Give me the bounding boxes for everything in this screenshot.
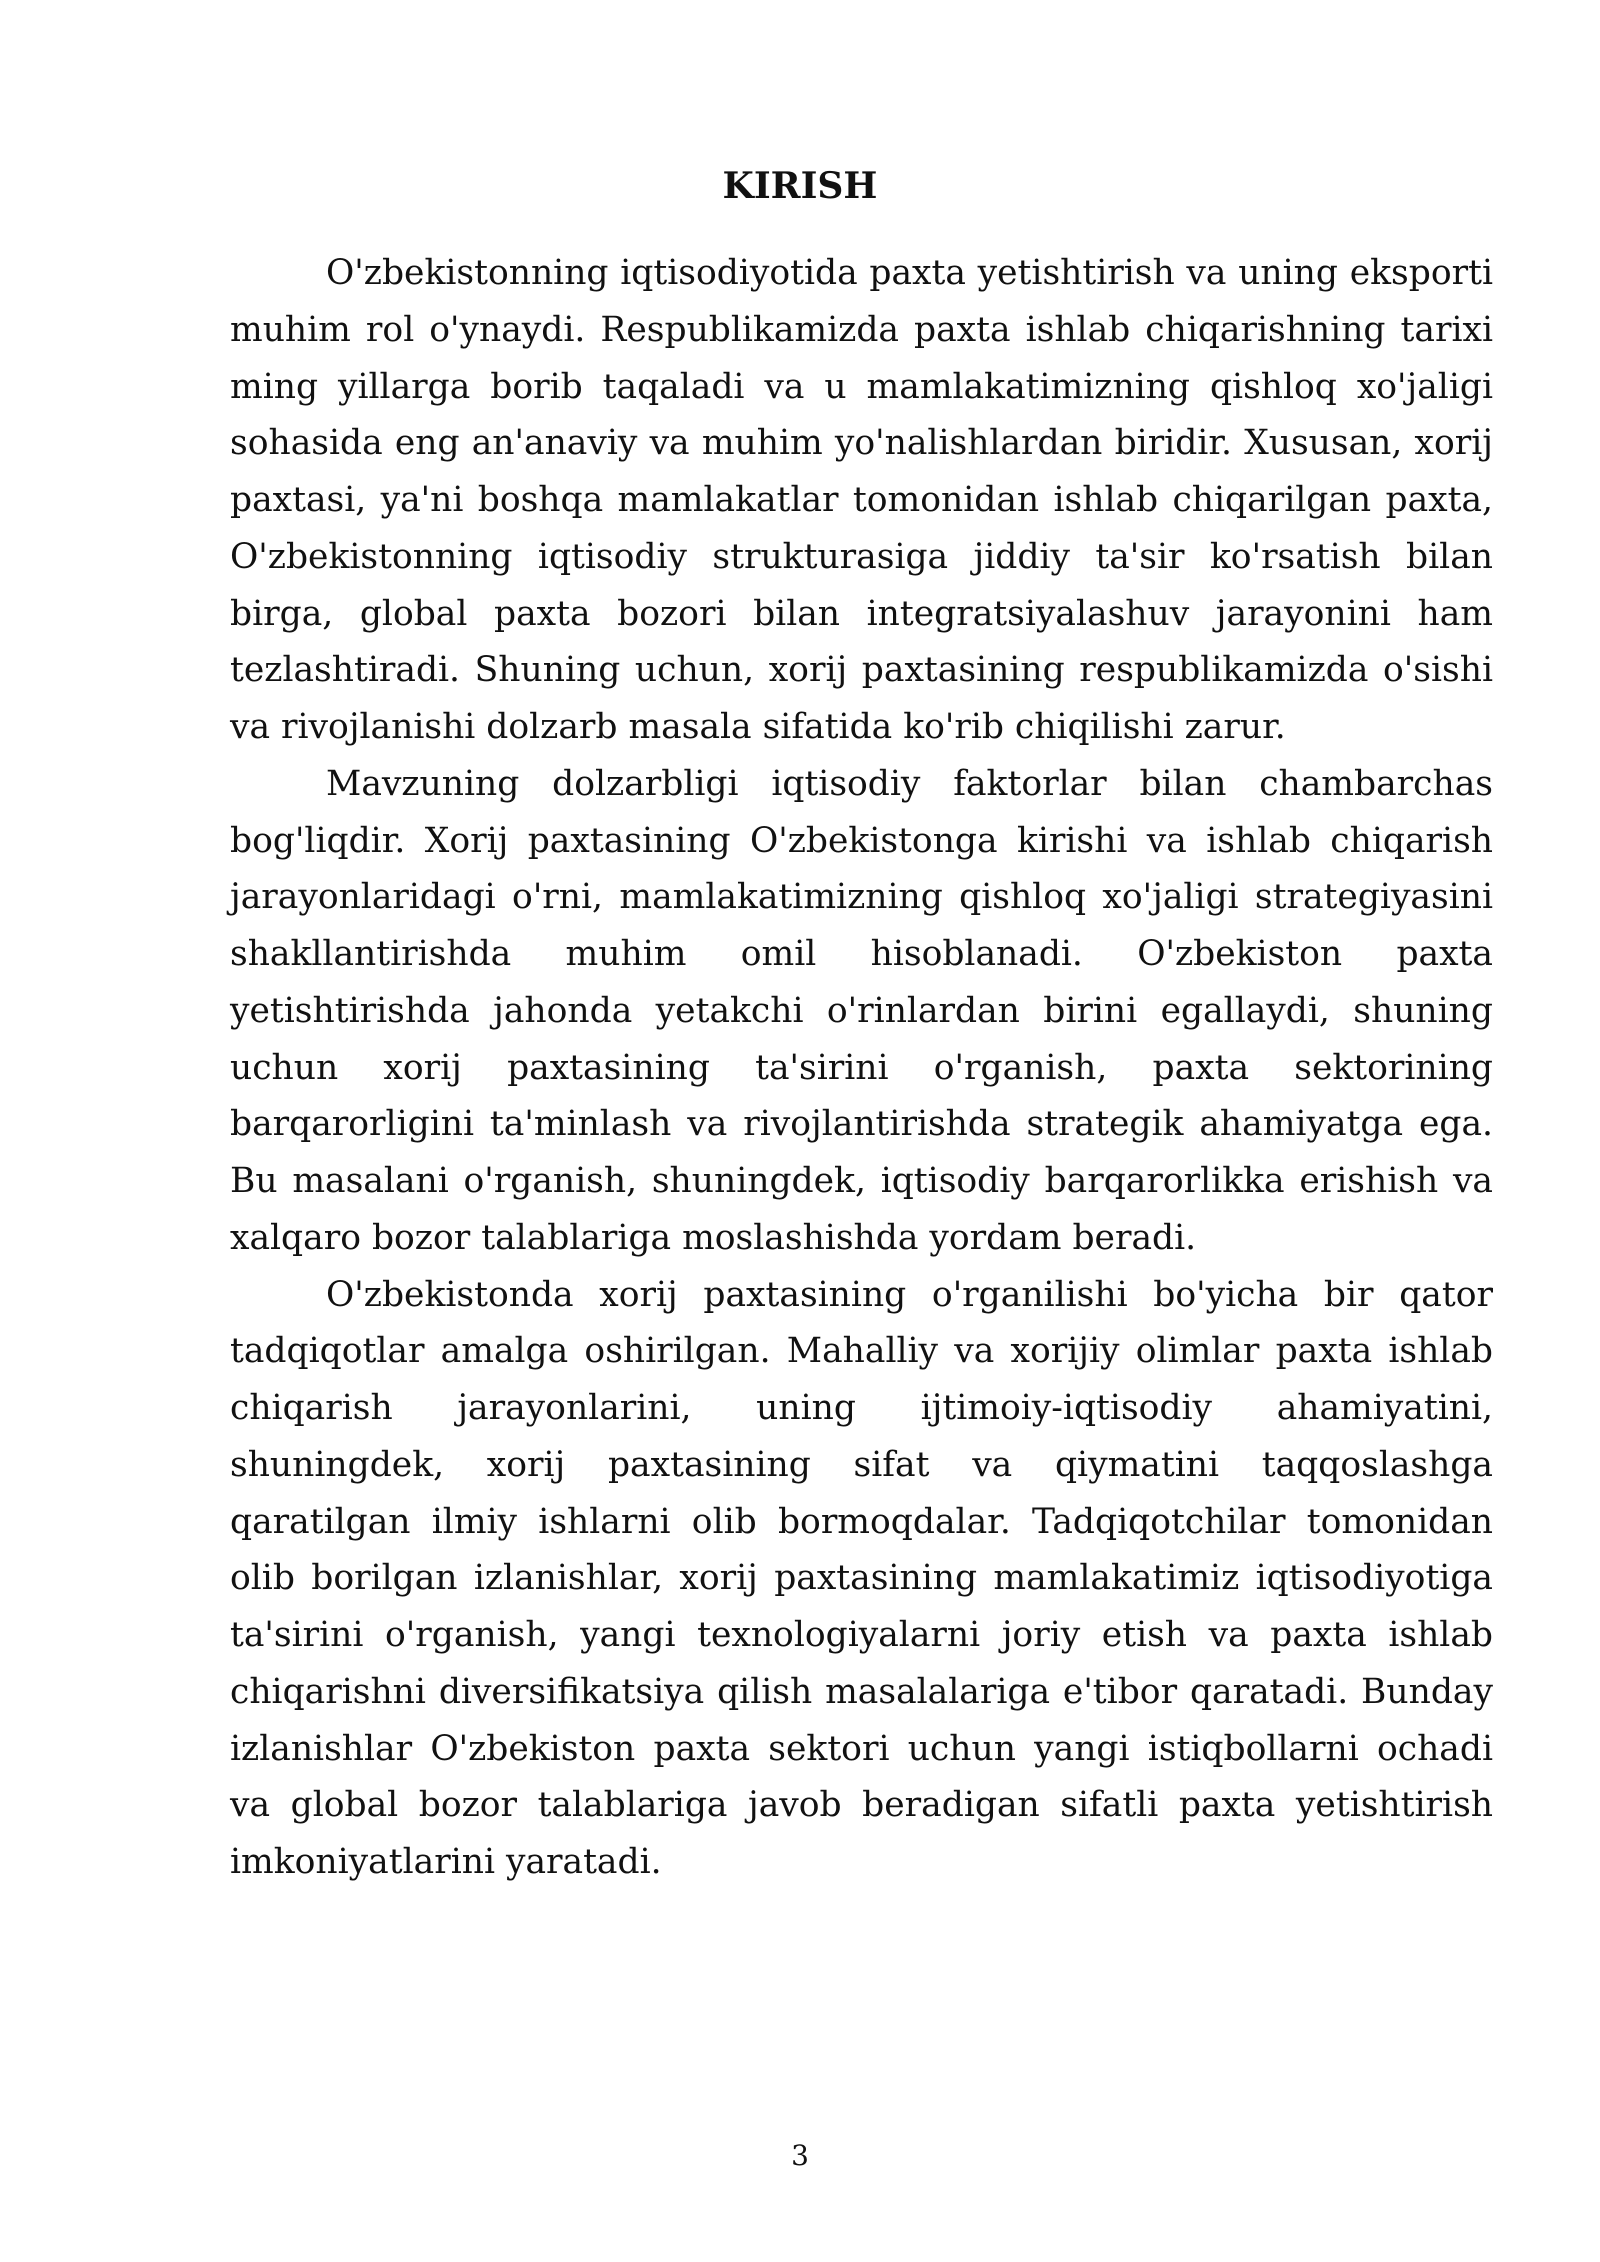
paragraph-1: O'zbekistonning iqtisodiyotida paxta yetishtirish va uning eksporti muhim rol o'ynaydi. Respublikamizda paxta ishlab chiqarishning tarixi ming yillarga borib taqaladi va u mamlakatimizning qishloq xo'jaligi sohasida eng an'anaviy va muhim yo'nalishlardan biridir. Xususan, xorij paxtasi, ya'ni boshqa mamlakatlar tomonidan ishlab chiqarilgan paxta, O'zbekistonning iqtisodiy strukturasiga jiddiy ta'sir ko'rsatish bilan birga, global paxta bozori bilan integratsiyalashuv jarayonini ham tezlashtiradi. Shuning uchun, xorij paxtasining respublikamizda o'sishi va rivojlanishi dolzarb masala sifatida ko'rib chiqilishi zarur.: [230, 253, 1493, 747]
paragraph-3: O'zbekistonda xorij paxtasining o'rganilishi bo'yicha bir qator tadqiqotlar amalga oshirilgan. Mahalliy va xorijiy olimlar paxta ishlab chiqarish jarayonlarini, uning ijtimoiy-iqtisodiy ahamiyatini, shuningdek, xorij paxtasining sifat va qiymatini taqqoslashga qaratilgan ilmiy ishlarni olib bormoqdalar. Tadqiqotchilar tomonidan olib borilgan izlanishlar, xorij paxtasining mamlakatimiz iqtisodiyotiga ta'sirini o'rganish, yangi texnologiyalarni joriy etish va paxta ishlab chiqarishni diversifikatsiya qilish masalalariga e'tibor qaratadi. Bunday izlanishlar O'zbekiston paxta sektori uchun yangi istiqbollarni ochadi va global bozor talablariga javob beradigan sifatli paxta yetishtirish imkoniyatlarini yaratadi.: [230, 1274, 1493, 1882]
page-title: KIRISH: [722, 165, 878, 207]
paragraph-2: Mavzuning dolzarbligi iqtisodiy faktorlar bilan chambarchas bog'liqdir. Xorij paxtasining O'zbekistonga kirishi va ishlab chiqarish jarayonlaridagi o'rni, mamlakatimizning qishloq xo'jaligi strategiyasini shakllantirishda muhim omil hisoblanadi. O'zbekiston paxta yetishtirishda jahonda yetakchi o'rinlardan birini egallaydi, shuning uchun xorij paxtasining ta'sirini o'rganish, paxta sektorining barqarorligini ta'minlash va rivojlantirishda strategik ahamiyatga ega. Bu masalani o'rganish, shuningdek, iqtisodiy barqarorlikka erishish va xalqaro bozor talablariga moslashishda yordam beradi.: [230, 763, 1493, 1258]
body-text: [230, 245, 1493, 1891]
page-number: 3: [791, 2139, 809, 2172]
